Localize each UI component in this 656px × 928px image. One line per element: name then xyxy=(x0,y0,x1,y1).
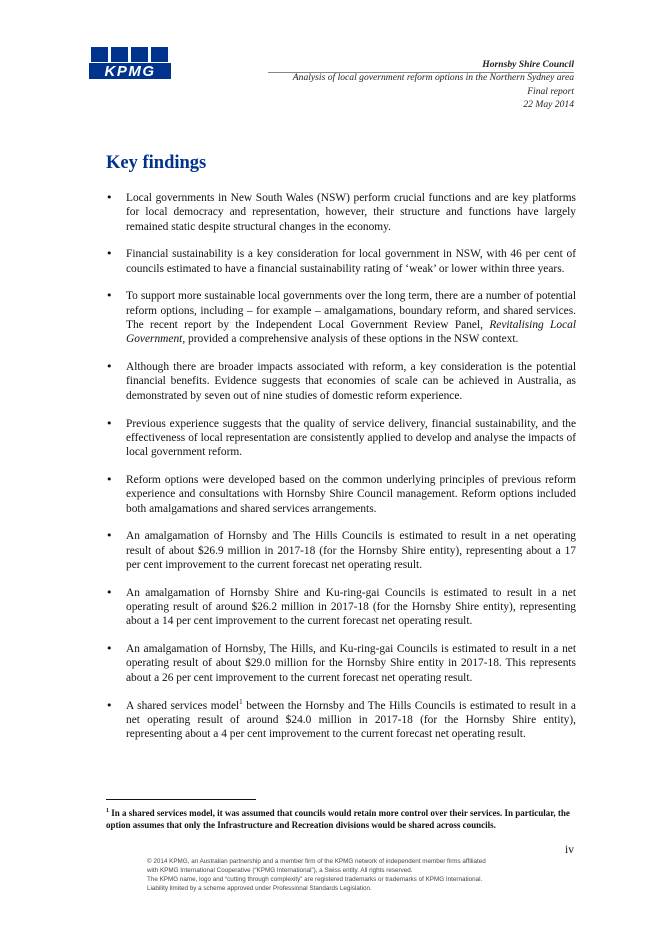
finding-item xyxy=(106,699,576,742)
finding-text: , provided a comprehensive analysis of these options in the NSW context. xyxy=(182,333,519,346)
header-status: Final report xyxy=(527,85,574,97)
finding-item: • Although there are broader impacts associated with reform, a key consideration is the potential financial benefits. Evidence suggests that economies of scale can be achieved in Australia, as demonstrated by seven out of nine studies of domestic reform experience. xyxy=(106,360,576,403)
legal-line: Liability limited by a scheme approved under Professional Standards Legislation. xyxy=(147,884,372,892)
legal-line: © 2014 KPMG, an Australian partnership and a member firm of the KPMG network of independent member firms affiliated xyxy=(147,858,486,865)
page-number: iv xyxy=(565,844,574,856)
footnote-text: In a shared services model, it was assumed that councils would retain more control over their services. In particular, the option assumes that only the Infrastructure and Recreation divisions would be shared across councils. xyxy=(106,808,570,830)
finding-item: • Reform options were developed based on the common underlying principles of previous reform experience and consultations with Hornsby Shire Council management. Reform options included both amalgamations and shared services arrangements. xyxy=(106,473,576,516)
report-header xyxy=(293,58,574,112)
section-title: Key findings xyxy=(106,153,207,173)
finding-text: between the Hornsby and The Hills Councils is estimated to result in a net operating result of around $24.0 million in 2017-18 (for the Hornsby Shire entity), representing about a 4 per cent improvement to the current forecast net operating result. xyxy=(126,699,576,741)
report-title-reference: Revitalising Local Government xyxy=(126,319,576,346)
header-divider xyxy=(268,72,574,73)
finding-item: • An amalgamation of Hornsby and The Hills Councils is estimated to result in a net operating result of about $26.9 million in 2017-18 (for the Hornsby Shire entity), representing about a 17 per cent improvement to the current forecast net operating result. xyxy=(106,529,576,572)
header-report-title: Analysis of local government reform options in the Northern Sydney area xyxy=(292,72,574,84)
key-findings-list xyxy=(106,191,576,755)
finding-item: • An amalgamation of Hornsby, The Hills, and Ku-ring-gai Councils is estimated to result in a net operating result of about $29.0 million for the Hornsby Shire entity in 2017-18. This represents about a 26 per cent improvement to the current forecast net operating result. xyxy=(106,642,576,685)
finding-item: • Previous experience suggests that the quality of service delivery, financial sustainability, and the effectiveness of local representation are consistently applied to develop and analyse the impacts of local government reform. xyxy=(106,417,576,460)
kpmg-logo xyxy=(89,47,171,79)
header-organisation: Hornsby Shire Council xyxy=(482,59,574,70)
legal-line: The KPMG name, logo and “cutting through complexity” are registered trademarks or trademarks of KPMG International. xyxy=(147,876,483,883)
footnote-divider xyxy=(106,799,256,800)
kpmg-logo-text: KPMG xyxy=(104,63,156,79)
finding-item: • Financial sustainability is a key consideration for local government in NSW, with 46 per cent of councils estimated to have a financial sustainability rating of ‘weak’ or lower within three years. xyxy=(106,247,576,276)
header-date: 22 May 2014 xyxy=(523,99,574,111)
finding-item xyxy=(106,289,576,346)
footnote-reference[interactable]: 1 xyxy=(239,697,243,706)
legal-notice xyxy=(147,858,547,893)
footnote xyxy=(106,806,576,831)
finding-text: A shared services model xyxy=(126,699,240,712)
footnote-marker: 1 xyxy=(106,808,109,814)
finding-item: • An amalgamation of Hornsby Shire and Ku-ring-gai Councils is estimated to result in a net operating result of around $26.2 million in 2017-18 (for the Hornsby Shire entity), representing about a 14 per cent improvement to the current forecast net operating result. xyxy=(106,586,576,629)
finding-item: • Local governments in New South Wales (NSW) perform crucial functions and are key platforms for local democracy and representation, however, their structure and functions have largely remained static despite structural changes in the economy. xyxy=(106,191,576,234)
finding-text: To support more sustainable local governments over the long term, there are a number of potential reform options, including – for example – amalgamations, boundary reform, and shared services. The recent report by the Independent Local Government Review Panel, xyxy=(126,290,576,332)
legal-line: with KPMG International Cooperative (“KPMG International”), a Swiss entity. All rights reserved. xyxy=(147,866,413,874)
